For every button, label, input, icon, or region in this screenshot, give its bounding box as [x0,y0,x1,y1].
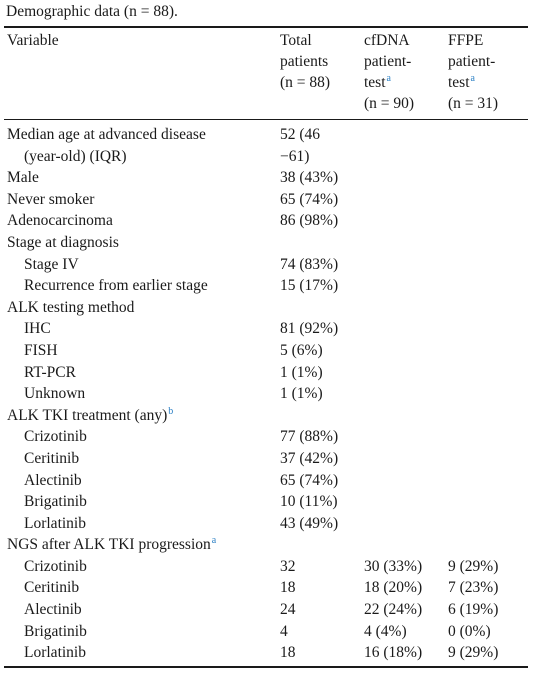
row-label-text: IHC [24,320,51,338]
footnote-b-marker[interactable]: b [168,405,174,417]
header-ffpe [448,30,498,114]
total-patients-cell: 74 (83%) [280,255,339,273]
row-label [24,426,87,448]
table-row [0,340,534,362]
row-label-text: Never smoker [7,190,95,208]
table-row [0,405,534,427]
row-label-text: FISH [24,341,58,359]
total-patients-cell: 18 [280,579,296,597]
row-label [7,534,216,556]
row-label-text: Lorlatinib [24,644,86,662]
footnote-a-marker[interactable]: a [470,73,475,84]
ffpe-cell: 9 (29%) [448,644,499,662]
row-label [7,189,94,211]
total-patients-cell: −61) [280,147,310,165]
ffpe-cell: 9 (29%) [448,557,499,575]
row-label-text: Male [7,169,39,187]
total-patients-cell: 15 (17%) [280,277,339,295]
table-row [0,621,534,643]
total-patients-cell: 18 [280,644,296,662]
row-label [24,448,79,470]
table-row [0,577,534,599]
row-label-text: Unknown [24,385,86,403]
ffpe-cell: 7 (23%) [448,579,499,597]
total-patients-cell: 86 (98%) [280,212,339,230]
row-label-text: Crizotinib [24,428,87,446]
total-patients-cell: 65 (74%) [280,190,339,208]
total-patients-cell: 10 (11%) [280,493,338,511]
header-cfdna-line-4: (n = 90) [364,95,415,112]
row-label [24,642,86,664]
row-label-text: Median age at advanced disease [7,126,206,143]
footnote-a-marker[interactable]: a [386,73,391,84]
row-label [24,362,76,384]
row-label [24,556,87,578]
row-label-text: (year-old) (IQR) [24,147,127,165]
table-row [0,254,534,276]
header-total-line-1: Total [280,32,312,49]
total-patients-cell: 5 (6%) [280,341,323,359]
row-label [24,275,208,297]
header-ffpe-line-1: FFPE [448,32,484,49]
bottom-rule [4,666,528,668]
row-label [7,297,134,319]
row-label-text: ALK TKI treatment (any) [7,406,168,424]
table-row [0,275,534,297]
row-label [24,599,82,621]
table-row [0,599,534,621]
row-label-text: Ceritinib [24,449,80,467]
table-header [0,30,534,118]
table-caption: Demographic data (n = 88). [6,3,178,20]
cfdna-cell: 4 (4%) [364,622,407,640]
row-label [24,491,87,513]
header-total-line-3: (n = 88) [280,74,331,91]
header-cfdna-line-2: patient- [364,53,412,70]
cfdna-cell: 18 (20%) [364,579,423,597]
total-patients-cell: 81 (92%) [280,320,339,338]
table-row [0,362,534,384]
table-row [0,491,534,513]
ffpe-cell: 0 (0%) [448,622,491,640]
table-row [0,513,534,535]
row-label-text: RT-PCR [24,363,76,381]
row-label [24,470,82,492]
top-rule [4,26,528,28]
row-label-text: Brigatinib [24,493,87,511]
header-cfdna-line-1: cfDNA [364,32,410,49]
cfdna-cell: 30 (33%) [364,557,423,575]
table-row [0,556,534,578]
row-label [24,621,87,643]
row-label [7,167,39,189]
row-label [24,577,79,599]
ffpe-cell: 6 (19%) [448,601,499,619]
header-ffpe-line-2: patient- [448,53,496,70]
row-label-text: Adenocarcinoma [7,212,113,230]
header-ffpe-line-3 [448,72,498,93]
table-row [0,534,534,556]
row-label-text: Stage at diagnosis [7,233,119,251]
row-label-text: Alectinib [24,601,82,619]
table-row [0,167,534,189]
header-rule [4,119,528,120]
cfdna-cell: 16 (18%) [364,644,423,662]
header-variable: Variable [7,32,59,49]
row-label [7,405,173,427]
table-row [0,642,534,664]
total-patients-cell: 38 (43%) [280,169,339,187]
row-label [24,383,85,405]
total-patients-cell: 77 (88%) [280,428,339,446]
table-row [0,383,534,405]
row-label [24,340,58,362]
table-row [0,297,534,319]
table-row [0,448,534,470]
row-label [24,254,79,276]
table-body [0,124,534,664]
table-row [0,189,534,211]
header-total-patients [280,30,330,93]
total-patients-cell: 1 (1%) [280,385,323,403]
total-patients-cell: 43 (49%) [280,514,339,532]
row-label-text: Stage IV [24,255,79,273]
table-row [0,232,534,254]
row-label [24,318,51,340]
row-label [7,124,206,146]
total-patients-cell: 24 [280,601,296,619]
header-ffpe-test: test [448,74,470,91]
row-label-text: ALK testing method [7,298,135,316]
table-row [0,124,534,146]
row-label-text: Lorlatinib [24,514,86,532]
row-label-text: Ceritinib [24,579,80,597]
total-patients-cell: 37 (42%) [280,449,339,467]
total-patients-cell: 1 (1%) [280,363,323,381]
cfdna-cell: 22 (24%) [364,601,423,619]
row-label-text: Alectinib [24,471,82,489]
table-row [0,210,534,232]
table-row [0,426,534,448]
row-label-text: Crizotinib [24,557,87,575]
row-label [7,210,113,232]
row-label [7,232,119,254]
header-total-line-2: patients [280,53,329,70]
total-patients-cell: 52 (46 [280,126,321,143]
table-row [0,318,534,340]
footnote-a-marker[interactable]: a [211,535,217,547]
row-label-text: Recurrence from earlier stage [24,277,208,295]
row-label [24,513,86,535]
total-patients-cell: 65 (74%) [280,471,339,489]
row-label [24,146,127,168]
row-label-text: Brigatinib [24,622,87,640]
header-ffpe-line-4: (n = 31) [448,95,499,112]
total-patients-cell: 32 [280,557,296,575]
total-patients-cell: 4 [280,622,288,640]
table-row [0,146,534,168]
header-cfdna-line-3 [364,72,414,93]
header-cfdna-test: test [364,74,386,91]
table-row [0,470,534,492]
row-label-text: NGS after ALK TKI progression [7,536,211,554]
header-cfdna [364,30,414,114]
